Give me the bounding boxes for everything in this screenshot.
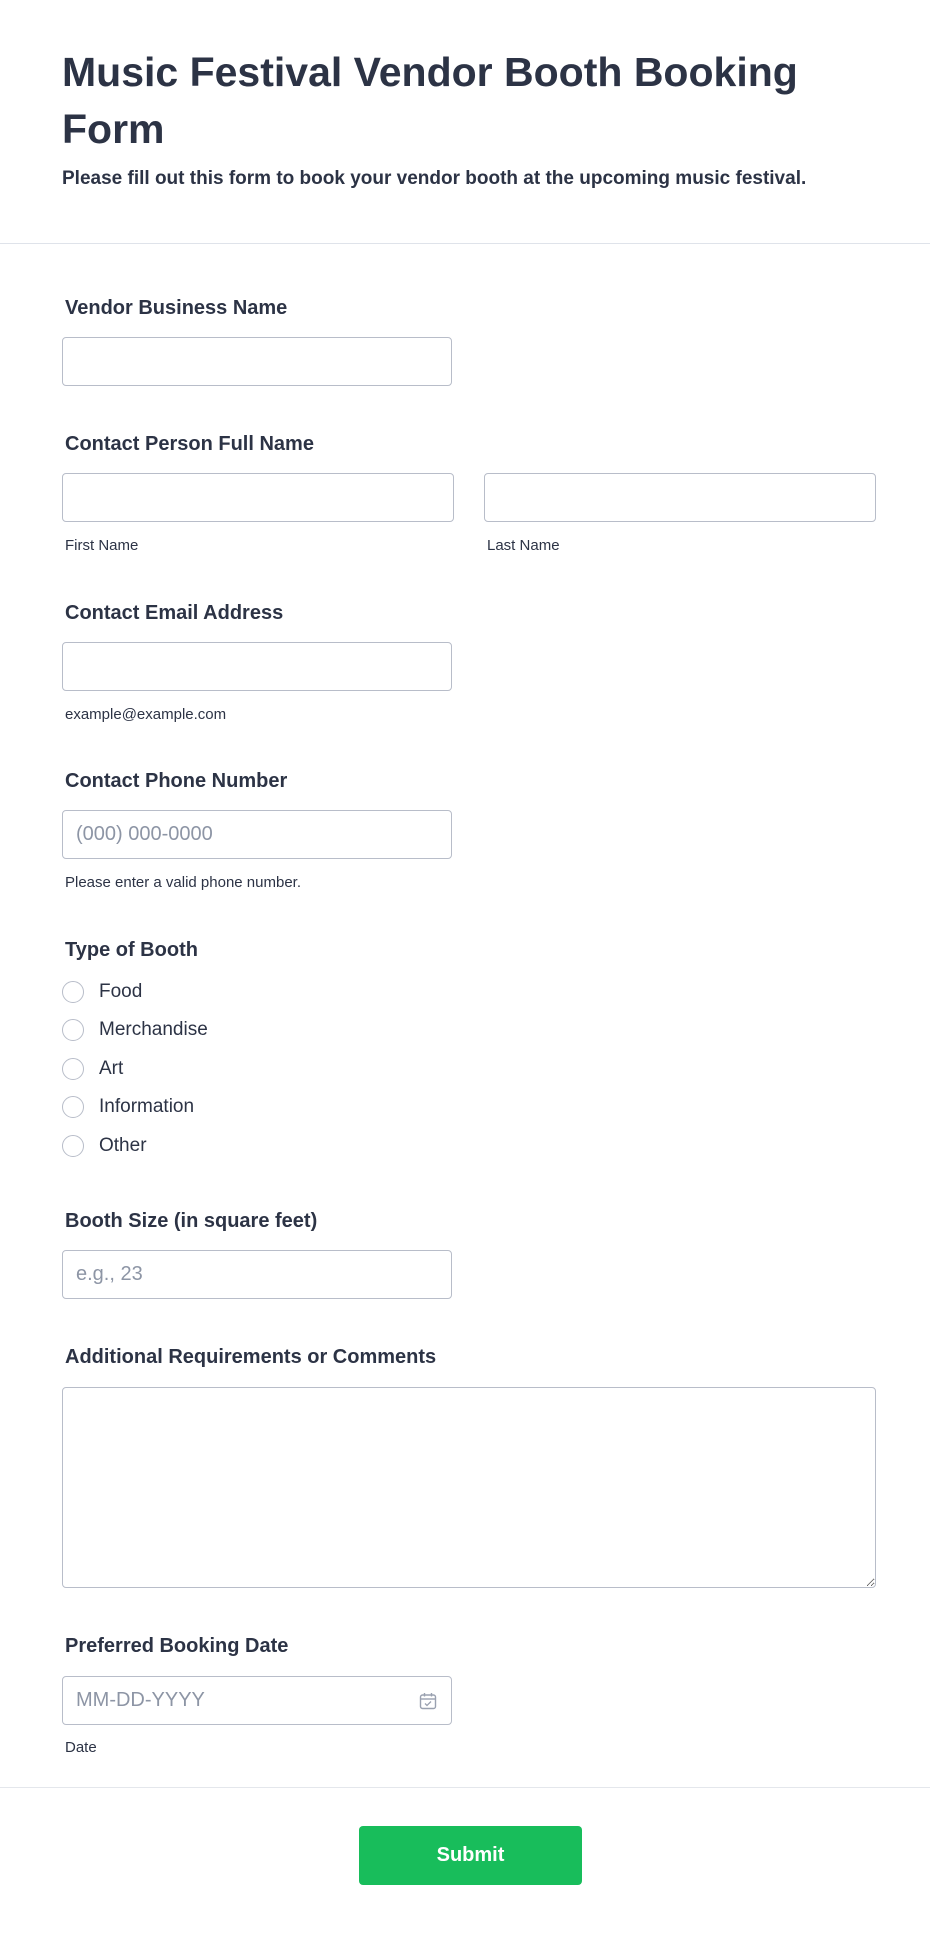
contact-name-label: Contact Person Full Name: [65, 433, 314, 455]
booth-type-option-other[interactable]: [62, 1132, 147, 1160]
booth-size-input[interactable]: [62, 1250, 452, 1299]
business-name-input[interactable]: [62, 337, 452, 386]
booth-type-option-food[interactable]: [62, 978, 142, 1006]
date-input[interactable]: [62, 1676, 452, 1725]
email-label: Contact Email Address: [65, 602, 284, 624]
first-name-input[interactable]: [62, 473, 454, 522]
radio-label: Information: [99, 1096, 195, 1117]
submit-button[interactable]: Submit: [359, 1826, 582, 1885]
booth-type-label: Type of Booth: [65, 939, 198, 961]
booth-type-option-information[interactable]: [62, 1093, 194, 1121]
radio-circle[interactable]: [62, 981, 84, 1003]
last-name-input[interactable]: [484, 473, 876, 522]
first-name-sublabel: First Name: [65, 537, 139, 554]
booth-type-option-art[interactable]: [62, 1055, 123, 1083]
last-name-sublabel: Last Name: [487, 537, 560, 554]
comments-textarea[interactable]: [62, 1387, 876, 1588]
form-header: [0, 0, 930, 244]
radio-circle[interactable]: [62, 1019, 84, 1041]
phone-input[interactable]: [62, 810, 452, 859]
phone-sublabel: Please enter a valid phone number.: [65, 874, 301, 891]
comments-label: Additional Requirements or Comments: [65, 1346, 437, 1368]
radio-circle[interactable]: [62, 1096, 84, 1118]
calendar-icon[interactable]: [419, 1692, 437, 1710]
radio-label: Other: [99, 1135, 147, 1156]
phone-label: Contact Phone Number: [65, 770, 288, 792]
radio-circle[interactable]: [62, 1058, 84, 1080]
form-subtitle: Please fill out this form to book your vendor booth at the upcoming music festival.: [62, 168, 807, 189]
booth-type-option-merchandise[interactable]: [62, 1016, 208, 1044]
email-sublabel: example@example.com: [65, 706, 227, 723]
radio-label: Food: [99, 981, 143, 1002]
business-name-label: Vendor Business Name: [65, 297, 288, 319]
radio-label: Art: [99, 1058, 124, 1079]
radio-circle[interactable]: [62, 1135, 84, 1157]
date-label: Preferred Booking Date: [65, 1635, 289, 1657]
booth-size-label: Booth Size (in square feet): [65, 1210, 318, 1232]
radio-label: Merchandise: [99, 1019, 208, 1040]
date-sublabel: Date: [65, 1739, 97, 1756]
form-title: Music Festival Vendor Booth Booking Form: [62, 49, 798, 152]
email-input[interactable]: [62, 642, 452, 691]
